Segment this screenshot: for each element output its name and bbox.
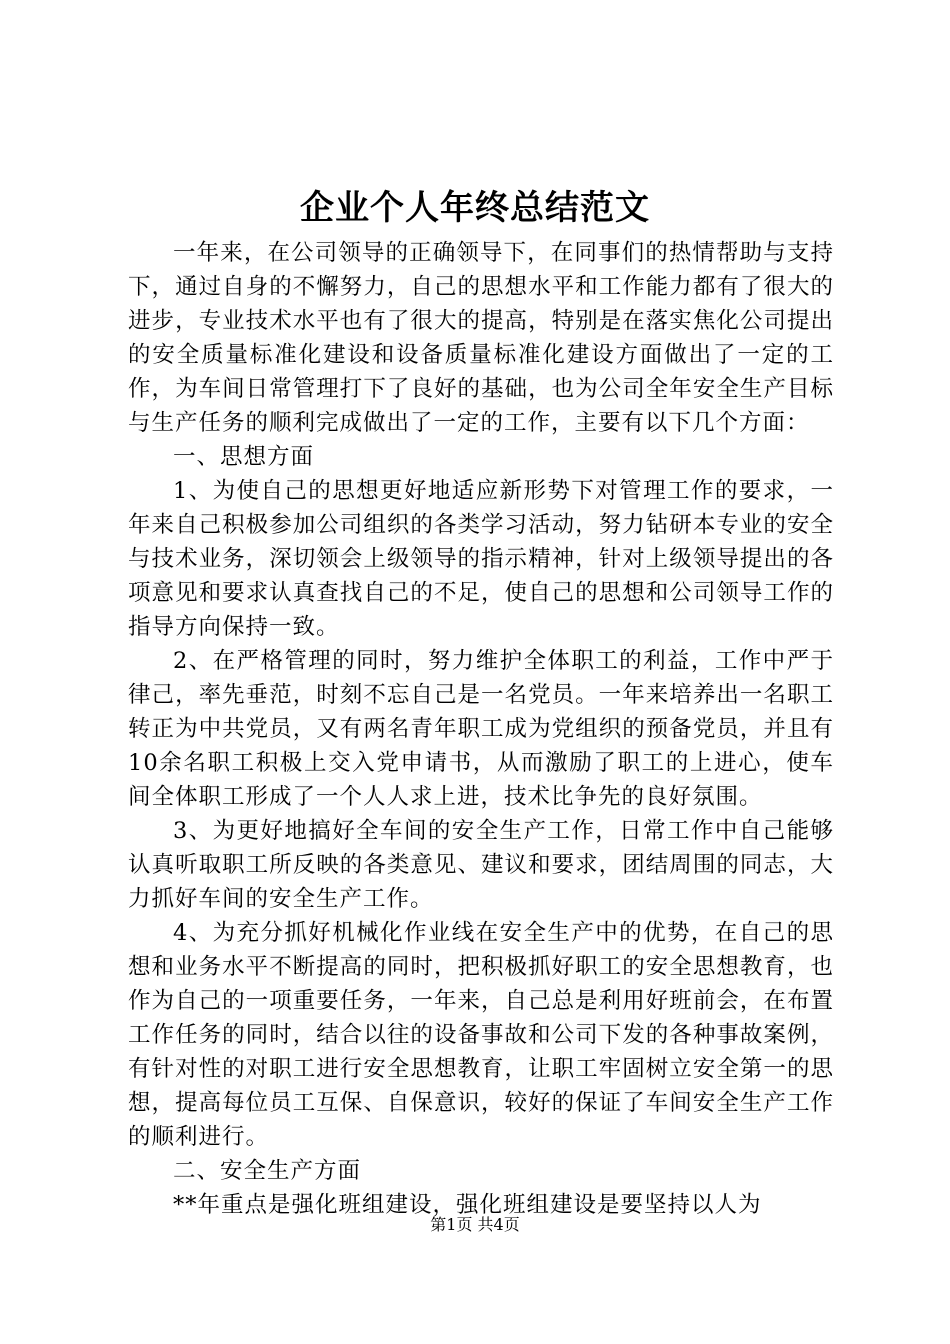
section-heading-safety: 二、安全生产方面 [173,1158,362,1184]
intro-paragraph: 一年来，在公司领导的正确领导下，在同事们的热情帮助与支持下，通过自身的不懈努力，自己的思想水平和工作能力都有了很大的进步，专业技术水平也有了很大的提高，特别是在落实焦化公司提出的安全质量标准化建设和设备质量标准化建设方面做出了一定的工作，为车间日常管理打下了良好的基础，也为公司全年安全生产目标与生产任务的顺利完成做出了一定的工作，主要有以下几个方面： [128,240,834,436]
thought-item-4: 4、为充分抓好机械化作业线在安全生产中的优势，在自己的思想和业务水平不断提高的同时，把积极抓好职工的安全思想教育，也作为自己的一项重要任务，一年来，自己总是利用好班前会，在布置工作任务的同时，结合以往的设备事故和公司下发的各种事故案例，有针对性的对职工进行安全思想教育，让职工牢固树立安全第一的思想，提高每位员工互保、自保意识，较好的保证了车间安全生产工作的顺利进行。 [128,920,834,1150]
thought-item-2: 2、在严格管理的同时，努力维护全体职工的利益，工作中严于律己，率先垂范，时刻不忘自己是一名党员。一年来培养出一名职工转正为中共党员，又有两名青年职工成为党组织的预备党员，并且有10余名职工积极上交入党申请书，从而激励了职工的上进心，使车间全体职工形成了一个人人求上进，技术比争先的良好氛围。 [128,648,834,810]
section-heading-thought: 一、思想方面 [173,444,315,470]
safety-paragraph: **年重点是强化班组建设，强化班组建设是要坚持以人为 [173,1192,762,1218]
thought-item-1: 1、为使自己的思想更好地适应新形势下对管理工作的要求，一年来自己积极参加公司组织的各类学习活动，努力钻研本专业的安全与技术业务，深切领会上级领导的指示精神，针对上级领导提出的各项意见和要求认真查找自己的不足，使自己的思想和公司领导工作的指导方向保持一致。 [128,478,834,640]
document-body [128,236,834,1222]
page-footer: 第1页 共4页 [430,1215,520,1234]
document-title: 企业个人年终总结范文 [300,188,650,228]
thought-item-3: 3、为更好地搞好全车间的安全生产工作，日常工作中自己能够认真听取职工所反映的各类意见、建议和要求，团结周围的同志，大力抓好车间的安全生产工作。 [128,818,834,912]
